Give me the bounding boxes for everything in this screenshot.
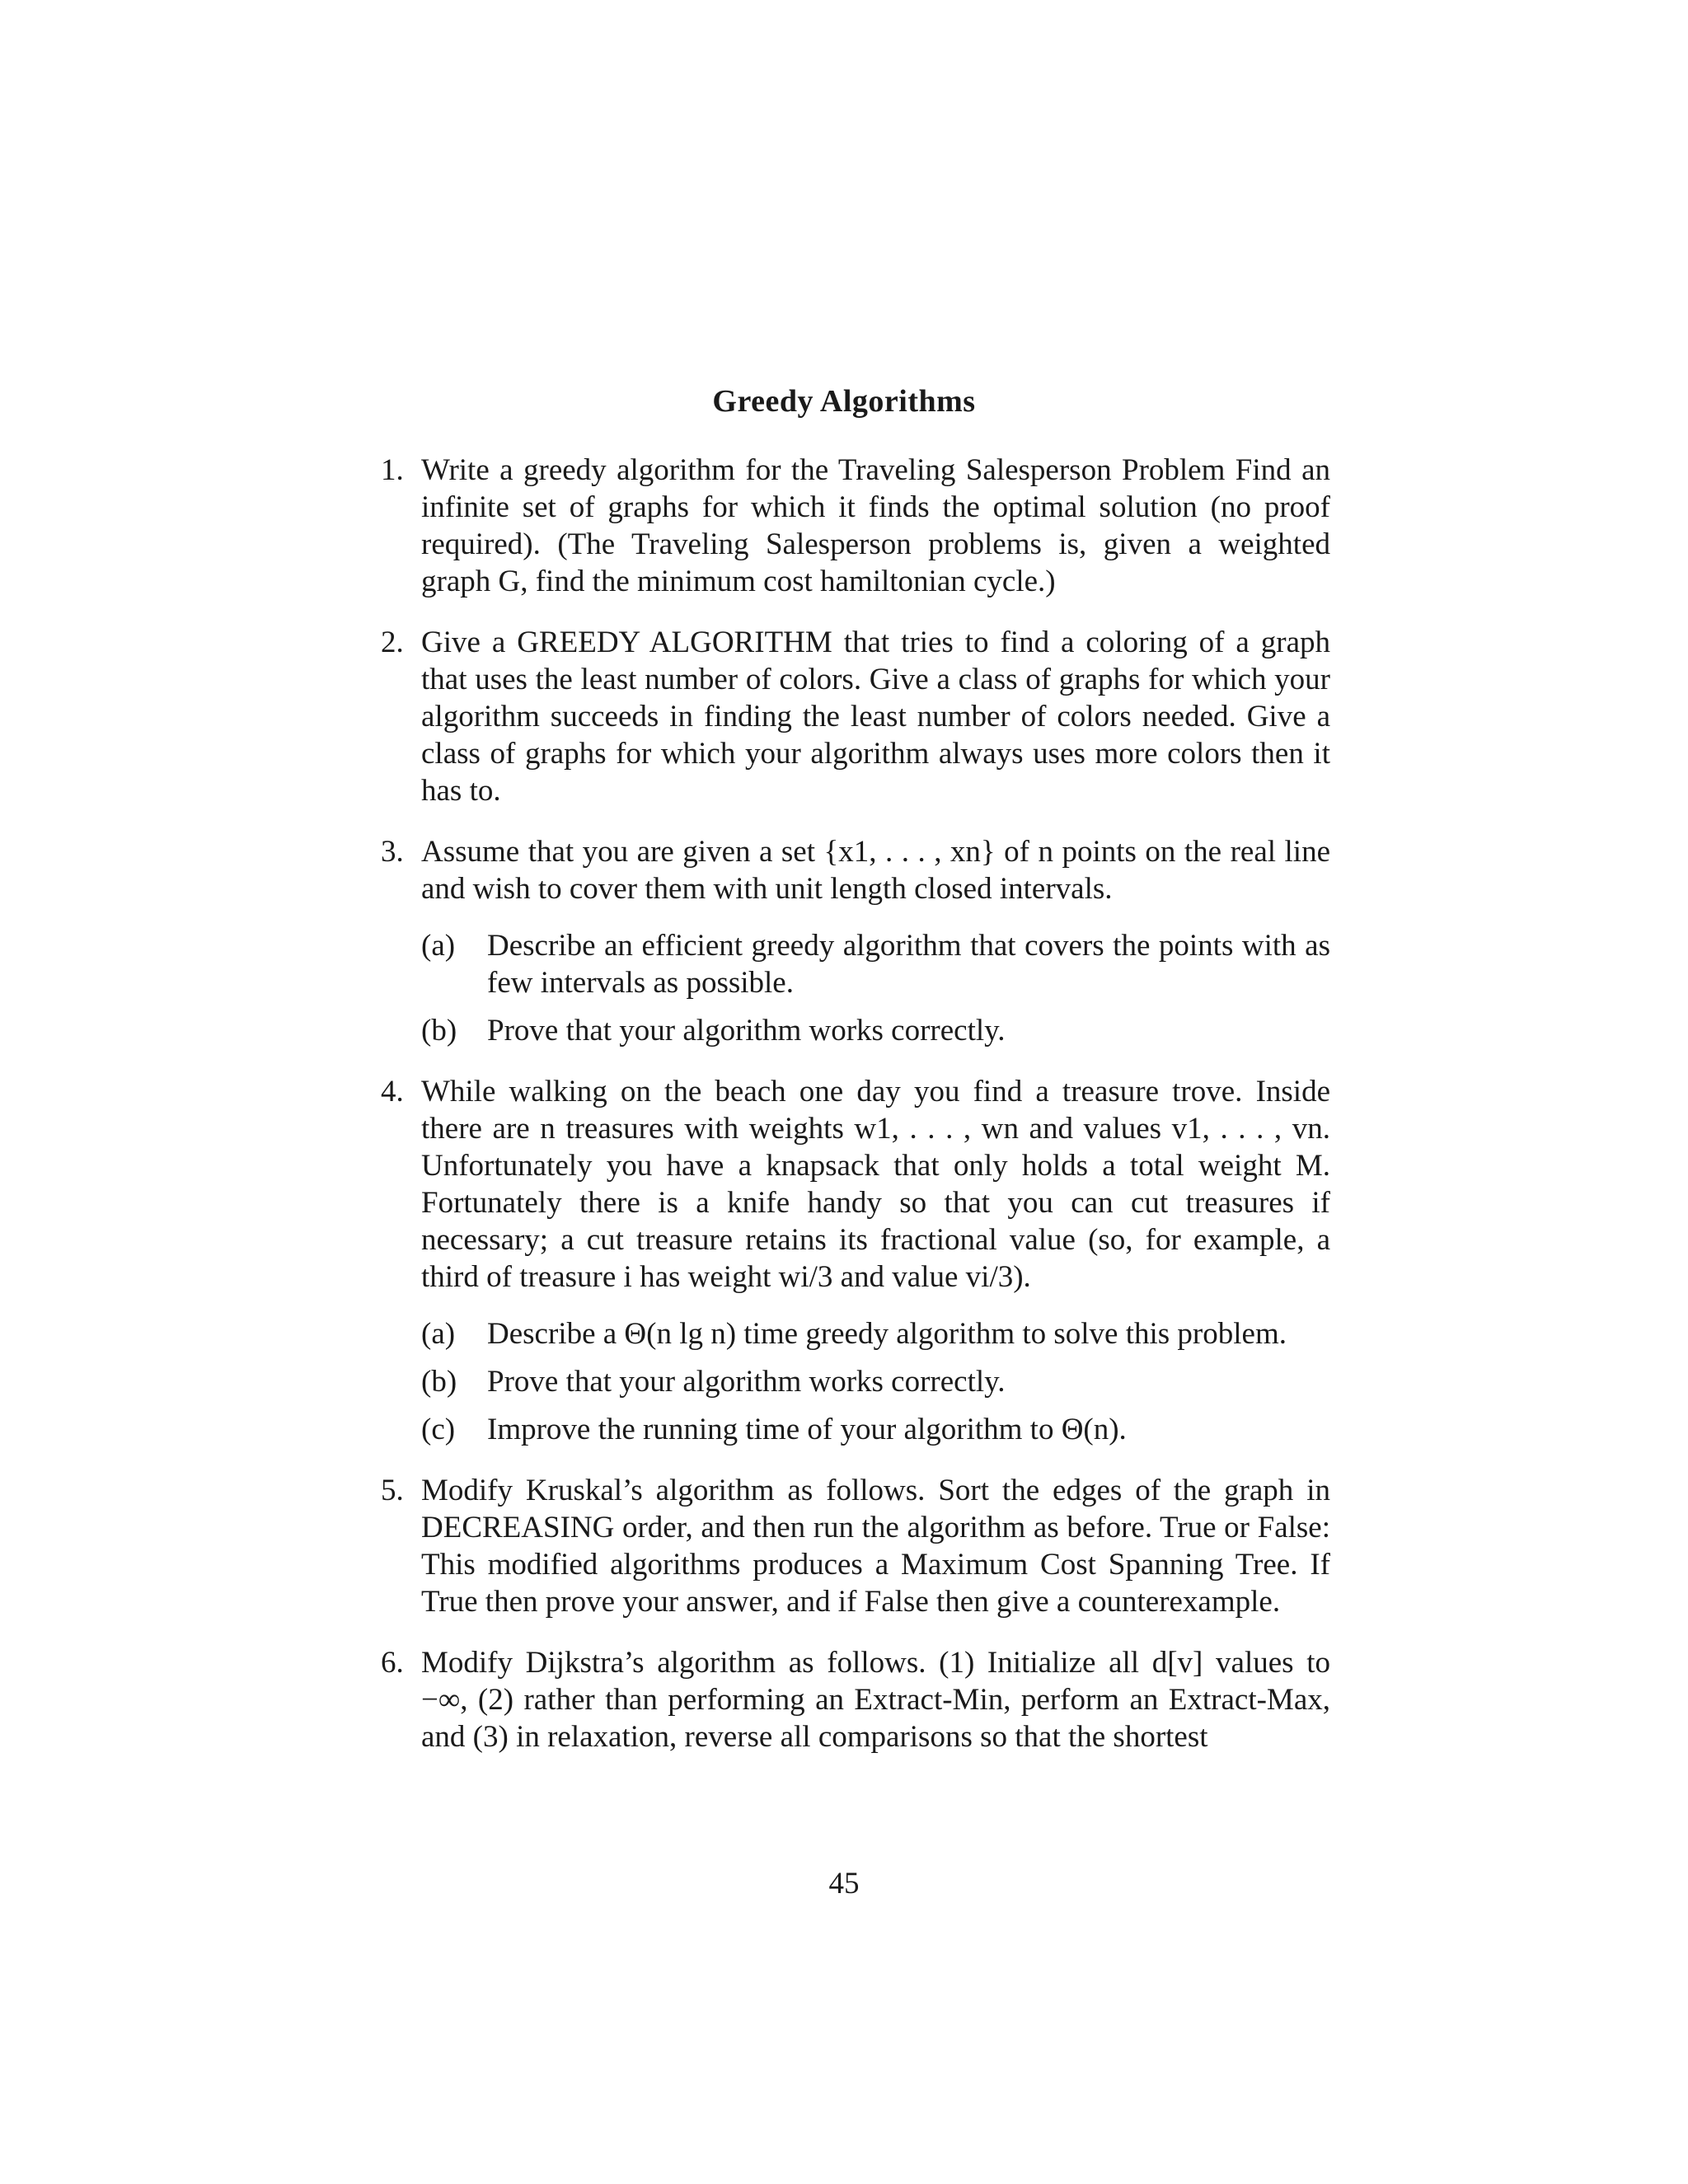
- subparts: [421, 927, 1330, 1049]
- problem-list: [381, 452, 1330, 1755]
- problem-number: 2.: [381, 626, 404, 659]
- subpart: [421, 1012, 1330, 1049]
- subpart-label: (b): [421, 1014, 457, 1047]
- subpart-text: Prove that your algorithm works correctly.: [487, 1014, 1006, 1047]
- subpart-label: (b): [421, 1365, 457, 1399]
- problem-number: 1.: [381, 453, 404, 487]
- page-number: 45: [828, 1867, 860, 1900]
- problem-2: [381, 624, 1330, 809]
- problem-3: [381, 833, 1330, 1049]
- problem-text: Modify Kruskal’s algorithm as follows. Sort the edges of the graph in DECREASING order, and then run the algorithm as before. True or False: This modified algorithms produces a Maximum Cost Spanning Tree. If True then prove your answer, and if False then give a counterexample.: [421, 1474, 1330, 1619]
- problem-text: Assume that you are given a set {x1, . . . , xn} of n points on the real line and wish to cover them with unit length closed intervals.: [421, 835, 1330, 906]
- problem-1: [381, 452, 1330, 600]
- subpart: [421, 927, 1330, 1001]
- problem-number: 5.: [381, 1474, 404, 1507]
- problem-6: [381, 1644, 1330, 1755]
- subpart-text: Describe an efficient greedy algorithm that covers the points with as few intervals as possible.: [487, 929, 1330, 1000]
- subpart-label: (c): [421, 1413, 456, 1446]
- subpart: [421, 1363, 1330, 1400]
- subpart-label: (a): [421, 929, 456, 963]
- page-title: Greedy Algorithms: [712, 384, 976, 419]
- problem-4: [381, 1073, 1330, 1448]
- problem-text: While walking on the beach one day you find a treasure trove. Inside there are n treasures with weights w1, . . . , wn and values v1, . . . , vn. Unfortunately you have a knapsack that only holds a total weight M. Fortunately there is a knife handy so that you can cut treasures if necessary; a cut treasure retains its fractional value (so, for example, a third of treasure i has weight wi/3 and value vi/3).: [421, 1075, 1330, 1294]
- subpart-text: Describe a Θ(n lg n) time greedy algorithm to solve this problem.: [487, 1317, 1287, 1351]
- subpart-text: Prove that your algorithm works correctly.: [487, 1365, 1006, 1399]
- subpart: [421, 1315, 1330, 1352]
- problem-number: 4.: [381, 1075, 404, 1108]
- problem-5: [381, 1472, 1330, 1620]
- subpart-text: Improve the running time of your algorithm to Θ(n).: [487, 1413, 1127, 1446]
- subparts: [421, 1315, 1330, 1448]
- problem-text: Modify Dijkstra’s algorithm as follows. (1) Initialize all d[v] values to −∞, (2) rather than performing an Extract-Min, perform an Extract-Max, and (3) in relaxation, reverse all comparisons so that the shortest: [421, 1646, 1330, 1754]
- problem-text: Write a greedy algorithm for the Traveling Salesperson Problem Find an infinite set of graphs for which it finds the optimal solution (no proof required). (The Traveling Salesperson problems is, given a weighted graph G, find the minimum cost hamiltonian cycle.): [421, 453, 1330, 598]
- problem-text: Give a GREEDY ALGORITHM that tries to find a coloring of a graph that uses the least number of colors. Give a class of graphs for which your algorithm succeeds in finding the least number of colors needed. Give a class of graphs for which your algorithm always uses more colors then it has to.: [421, 626, 1330, 808]
- subpart-label: (a): [421, 1317, 456, 1351]
- problem-number: 6.: [381, 1646, 404, 1680]
- subpart: [421, 1411, 1330, 1448]
- problem-number: 3.: [381, 835, 404, 869]
